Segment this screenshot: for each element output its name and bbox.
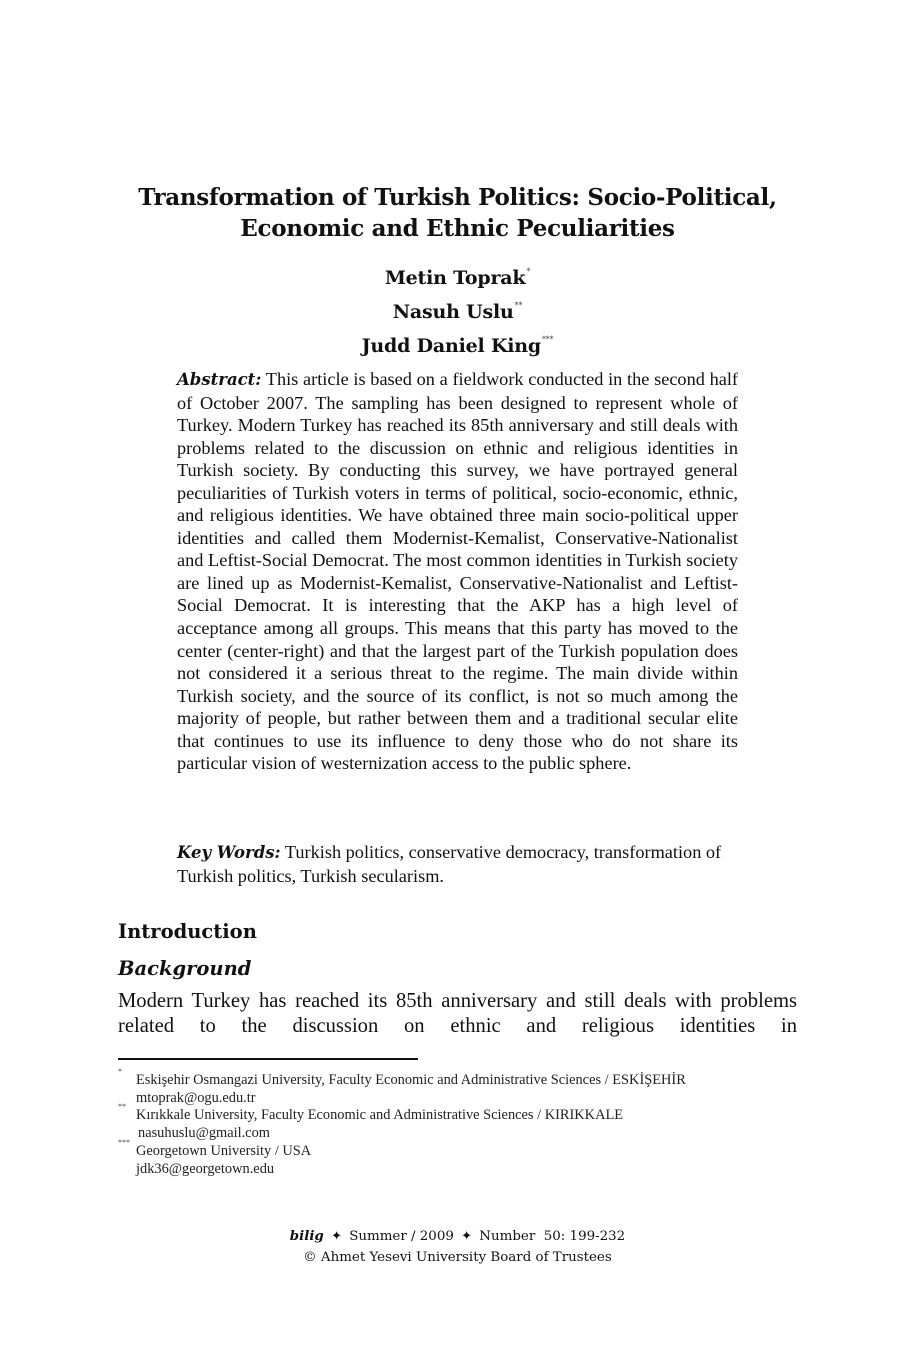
journal-footer [200, 1226, 715, 1268]
copyright: © Ahmet Yesevi University Board of Trustees [303, 1250, 612, 1265]
star-separator-icon: ✦ [461, 1229, 473, 1244]
title-line-1: Transformation of Turkish Politics: Socio-Political, [138, 184, 777, 211]
author-name: Judd Daniel King [361, 335, 541, 357]
footnote-affiliation: Georgetown University / USA [136, 1142, 312, 1159]
footnote-email[interactable]: mtoprak@ogu.edu.tr [136, 1089, 256, 1106]
journal-season: Summer / 2009 [349, 1229, 454, 1244]
abstract-label: Abstract: [177, 370, 262, 389]
author [200, 292, 715, 326]
section-heading-introduction: Introduction [118, 920, 257, 943]
author-name: Metin Toprak [384, 267, 526, 289]
author [200, 258, 715, 292]
footnote-marker[interactable]: * [526, 267, 531, 276]
footnote [118, 1102, 818, 1142]
footnote-mark: * [118, 1067, 122, 1076]
footnote-affiliation: Kırıkkale University, Faculty Economic and Administrative Sciences / KIRIKKALE [136, 1107, 624, 1124]
footnote-affiliation: Eskişehir Osmangazi University, Faculty Economic and Administrative Sciences / ESKİŞEHİR [136, 1072, 686, 1088]
keywords-text: Turkish politics, conservative democracy, transformation of Turkish politics, Turkish secularism. [177, 842, 722, 886]
footnote-mark: *** [118, 1137, 130, 1147]
footnote-email[interactable]: nasuhuslu@gmail.com [138, 1125, 270, 1142]
footnote-email[interactable]: jdk36@georgetown.edu [136, 1160, 275, 1177]
abstract [177, 368, 738, 775]
paper-title [100, 182, 815, 244]
journal-issue: Number 50: 199-232 [479, 1229, 626, 1244]
author-name: Nasuh Uslu [392, 301, 514, 323]
footnote-marker[interactable]: ** [514, 301, 523, 310]
journal-name: bilig [289, 1228, 324, 1244]
footnote-mark: ** [118, 1102, 126, 1112]
footnotes [118, 1067, 818, 1178]
author [200, 326, 715, 360]
author-list [200, 258, 715, 360]
title-line-2: Economic and Ethnic Peculiarities [240, 215, 675, 242]
keywords-label: Key Words: [177, 843, 281, 862]
keywords [177, 841, 738, 887]
footnote [118, 1067, 818, 1107]
body-paragraph: Modern Turkey has reached its 85th anniversary and still deals with problems related to the discussion on ethnic and religious identities in [118, 990, 797, 1037]
abstract-text: This article is based on a fieldwork conducted in the second half of October 2007. The sampling has been designed to represent whole of Turkey. Modern Turkey has reached its 85th anniversary and still deals with problems related to the discussion on ethnic and religious identities in Turkish society. By conducting this survey, we have portrayed general peculiarities of Turkish voters in terms of political, socio-economic, ethnic, and religious identities. We have obtained three main socio-political upper identities and called them Modernist-Kemalist, Conservative-Nationalist and Leftist-Social Democrat. The most common identities in Turkish society are lined up as Modernist-Kemalist, Conservative-Nationalist and Leftist-Social Democrat. It is interesting that the AKP has a high level of acceptance among all groups. This means that this party has moved to the center (center-right) and that the largest part of the Turkish population does not considered it a serious threat to the regime. The main divide within Turkish society, and the source of its conflict, is not so much among the majority of people, but rather between them and a traditional secular elite that continues to use its influence to deny those who do not share its particular vision of westernization access to the public sphere. [177, 369, 738, 774]
footnote-divider [118, 1058, 418, 1060]
journal-citation [200, 1226, 715, 1247]
footnote-marker[interactable]: *** [541, 335, 554, 344]
subsection-heading-background: Background [118, 957, 252, 980]
footnote [118, 1137, 818, 1178]
star-separator-icon: ✦ [331, 1229, 342, 1244]
